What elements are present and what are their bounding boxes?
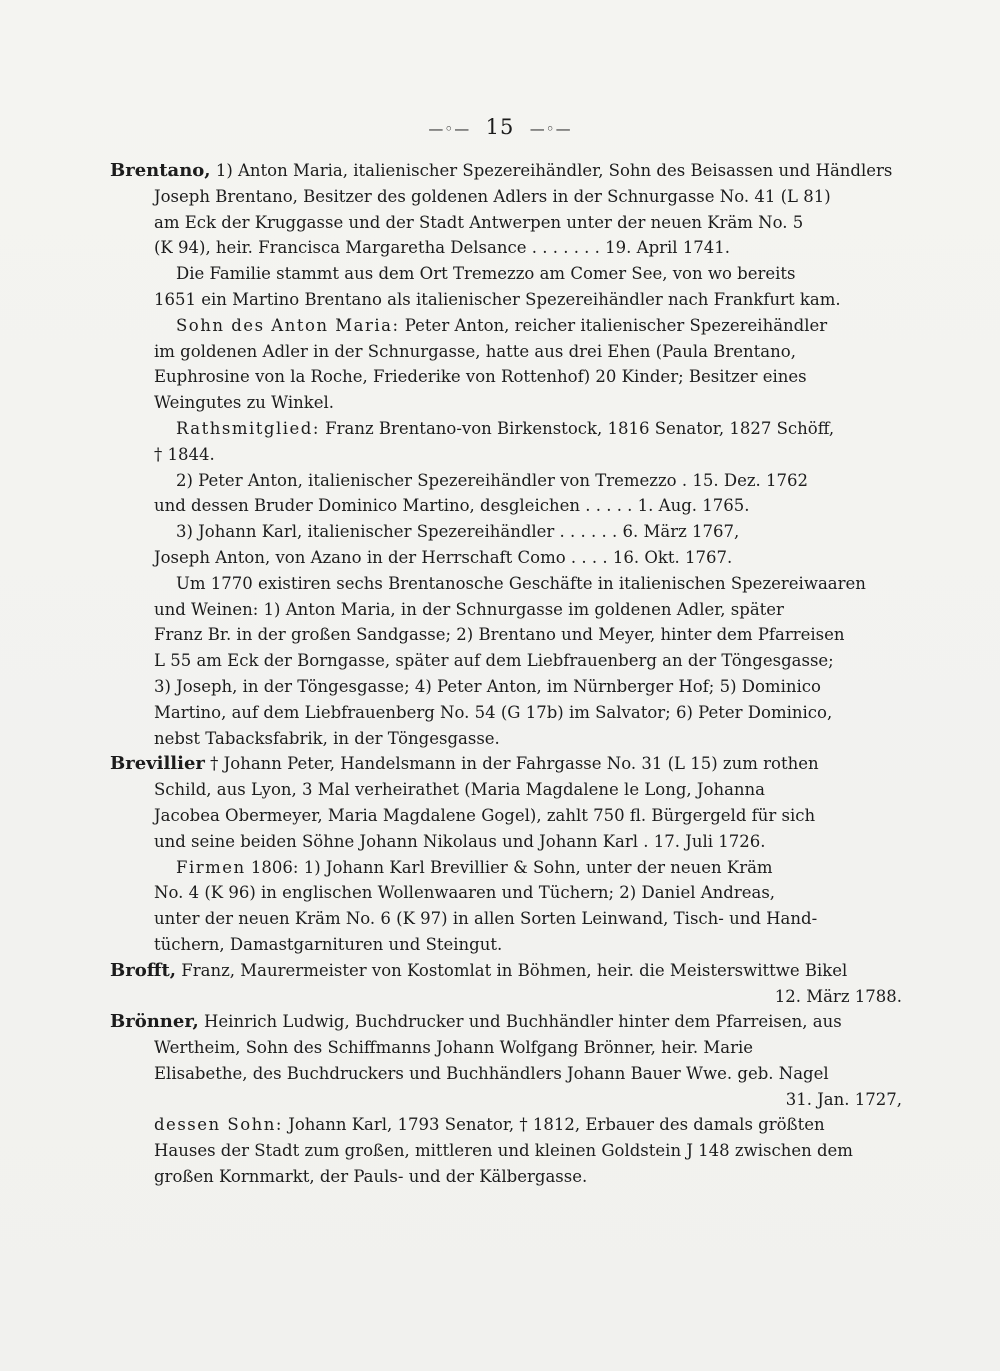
page-number: 15 <box>485 115 515 139</box>
entry-line: und seine beiden Söhne Johann Nikolaus und Johann Karl . 17. Juli 1726. <box>154 831 766 851</box>
entry-line: Franz, Maurermeister von Kostomlat in Böhmen, heir. die Meisterswittwe Bikel <box>176 960 848 980</box>
entry-line: Franz Brentano-von Birkenstock, 1816 Senator, 1827 Schöff, <box>319 418 835 438</box>
entry-line: Wertheim, Sohn des Schiffmanns Johann Wolfgang Brönner, heir. Marie <box>154 1038 754 1058</box>
spaced-label: Firmen <box>176 857 246 877</box>
entry-line: (K 94), heir. Francisca Margaretha Delsance . . . . . . . 19. April 1741. <box>154 238 731 258</box>
entry-line: am Eck der Kruggasse und der Stadt Antwerpen unter der neuen Kräm No. 5 <box>154 212 804 232</box>
entry-broenner <box>110 1009 902 1190</box>
entry-line: 3) Joseph, in der Töngesgasse; 4) Peter Anton, im Nürnberger Hof; 5) Dominico <box>154 676 821 696</box>
body-text <box>110 158 902 1190</box>
entry-line: Euphrosine von la Roche, Friederike von Rottenhof) 20 Kinder; Besitzer eines <box>154 367 807 387</box>
spaced-label: Sohn des Anton Maria: <box>176 315 400 335</box>
entry-line: Um 1770 existiren sechs Brentanosche Geschäfte in italienischen Spezereiwaaren <box>176 573 866 593</box>
entry-line: und Weinen: 1) Anton Maria, in der Schnurgasse im goldenen Adler, später <box>154 599 784 619</box>
entry-line: Weingutes zu Winkel. <box>154 393 335 413</box>
entry-line: im goldenen Adler in der Schnurgasse, hatte aus drei Ehen (Paula Brentano, <box>154 341 796 361</box>
entry-line: † 1844. <box>154 444 215 464</box>
entry-line: großen Kornmarkt, der Pauls- und der Kälbergasse. <box>154 1167 588 1187</box>
entry-line: L 55 am Eck der Borngasse, später auf dem Liebfrauenberg an der Töngesgasse; <box>154 651 834 671</box>
entry-head: Brönner, <box>110 1011 199 1033</box>
entry-brentano <box>110 158 902 751</box>
spaced-label: Rathsmitglied: <box>176 418 320 438</box>
entry-line: Elisabethe, des Buchdruckers und Buchhändlers Johann Bauer Wwe. geb. Nagel <box>154 1063 829 1083</box>
entry-line: 12. März 1788. <box>774 986 902 1006</box>
ornament-right: —◦— <box>529 120 572 138</box>
entry-line: Joseph Brentano, Besitzer des goldenen Adlers in der Schnurgasse No. 41 (L 81) <box>154 186 831 206</box>
entry-line: Johann Karl, 1793 Senator, † 1812, Erbauer des damals größten <box>282 1115 825 1135</box>
entry-brofft <box>110 958 902 1010</box>
entry-head: Brofft, <box>110 959 177 981</box>
entry-line: Joseph Anton, von Azano in der Herrschaft Como . . . . 16. Okt. 1767. <box>154 547 733 567</box>
spaced-label: dessen Sohn: <box>154 1115 283 1135</box>
entry-line: Franz Br. in der großen Sandgasse; 2) Brentano und Meyer, hinter dem Pfarreisen <box>154 625 845 645</box>
entry-line: und dessen Bruder Dominico Martino, desgleichen . . . . . 1. Aug. 1765. <box>154 496 750 516</box>
entry-brevillier <box>110 751 902 957</box>
entry-line: Die Familie stammt aus dem Ort Tremezzo am Comer See, von wo bereits <box>176 264 796 284</box>
entry-line: Hauses der Stadt zum großen, mittleren und kleinen Goldstein J 148 zwischen dem <box>154 1141 853 1161</box>
entry-line: tüchern, Damastgarnituren und Steingut. <box>154 934 503 954</box>
page-header <box>0 115 1000 139</box>
entry-line: Jacobea Obermeyer, Maria Magdalene Gogel), zahlt 750 fl. Bürgergeld für sich <box>154 805 816 825</box>
entry-line: 3) Johann Karl, italienischer Spezereihändler . . . . . . 6. März 1767, <box>176 522 740 542</box>
entry-line: unter der neuen Kräm No. 6 (K 97) in allen Sorten Leinwand, Tisch- und Hand- <box>154 909 818 929</box>
ornament-left: —◦— <box>428 120 471 138</box>
entry-head: Brentano, <box>110 160 211 181</box>
entry-line: 1806: 1) Johann Karl Brevillier & Sohn, unter der neuen Kräm <box>245 857 773 877</box>
entry-head: Brevillier <box>110 753 205 775</box>
entry-line: Heinrich Ludwig, Buchdrucker und Buchhändler hinter dem Pfarreisen, aus <box>198 1012 842 1032</box>
entry-line: 1) Anton Maria, italienischer Spezereihändler, Sohn des Beisassen und Händlers <box>215 161 893 180</box>
entry-line: 31. Jan. 1727, <box>785 1089 902 1109</box>
entry-line: 1651 ein Martino Brentano als italienischer Spezereihändler nach Frankfurt kam. <box>154 289 841 309</box>
entry-line: 2) Peter Anton, italienischer Spezereihändler von Tremezzo . 15. Dez. 1762 <box>176 470 809 490</box>
entry-line: nebst Tabacksfabrik, in der Töngesgasse. <box>154 728 500 748</box>
entry-line: Schild, aus Lyon, 3 Mal verheirathet (Maria Magdalene le Long, Johanna <box>154 780 765 800</box>
entry-line: Peter Anton, reicher italienischer Spezereihändler <box>399 315 828 335</box>
entry-line: No. 4 (K 96) in englischen Wollenwaaren und Tüchern; 2) Daniel Andreas, <box>154 883 776 903</box>
entry-line: † Johann Peter, Handelsmann in der Fahrgasse No. 31 (L 15) zum rothen <box>204 754 819 774</box>
entry-line: Martino, auf dem Liebfrauenberg No. 54 (G 17b) im Salvator; 6) Peter Dominico, <box>154 702 833 722</box>
